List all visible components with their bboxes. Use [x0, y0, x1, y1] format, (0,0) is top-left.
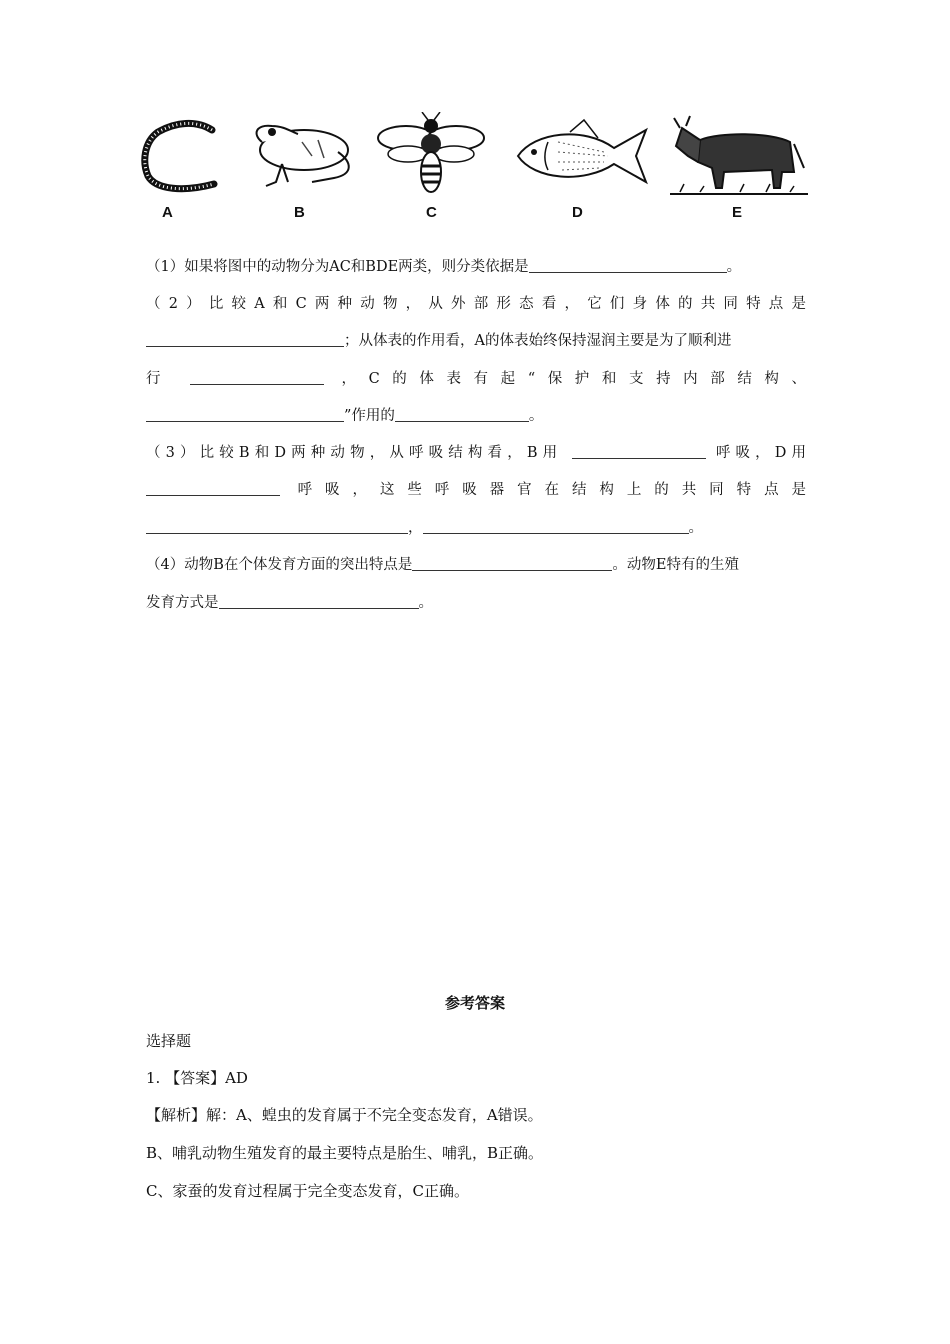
answers-title: 参考答案: [444, 994, 505, 1012]
animal-b: [242, 112, 362, 221]
question-4-text-2b: 。: [418, 595, 433, 611]
answer-item-1: 1. 【答案】AD: [146, 1069, 248, 1087]
animal-e: [670, 112, 808, 221]
animal-a: [136, 112, 226, 221]
animal-d: [514, 112, 650, 221]
question-3-text-1a: （3）比较B和D两种动物，从呼吸结构看，B用: [146, 445, 563, 461]
question-2-text-4a: ”作用的: [344, 408, 395, 424]
label-d: D: [572, 204, 583, 221]
label-b: B: [294, 204, 305, 221]
question-3-text-2b: 呼吸，这些呼吸器官在结构上的共同特点是: [297, 482, 807, 498]
question-4-line-2: [146, 584, 806, 622]
label-e: E: [732, 204, 743, 221]
answer-blank[interactable]: [146, 517, 408, 534]
answers-section-label: 选择题: [146, 1032, 192, 1050]
answer-line-c: C、家蚕的发育过程属于完全变态发育，C正确。: [146, 1182, 469, 1200]
question-2-line-3: [146, 360, 806, 398]
answer-blank[interactable]: [146, 405, 344, 422]
question-3-line-2: [146, 471, 806, 509]
question-3-line-1: [146, 434, 806, 472]
question-2-line-2: [146, 322, 806, 360]
answer-blank[interactable]: [529, 256, 727, 273]
question-4-text-1a: （4）动物B在个体发育方面的突出特点是: [146, 557, 413, 573]
question-1-end: 。: [726, 259, 742, 275]
question-1: [146, 248, 806, 286]
answer-blank[interactable]: [190, 368, 324, 385]
answer-blank[interactable]: [395, 405, 529, 422]
question-4-text-2a: 发育方式是: [146, 595, 219, 611]
label-a: A: [162, 204, 173, 221]
fish-icon: [514, 112, 650, 192]
question-3-line-3: [146, 509, 806, 547]
frog-icon: [242, 112, 362, 192]
question-4-text-1b: 。动物E特有的生殖: [612, 557, 739, 573]
label-c: C: [426, 204, 437, 221]
answer-blank[interactable]: [146, 479, 280, 496]
answer-blank[interactable]: [423, 517, 689, 534]
answer-blank[interactable]: [572, 442, 706, 459]
cow-icon: [670, 112, 808, 198]
earthworm-icon: [136, 112, 226, 202]
animal-c: [376, 112, 486, 221]
question-2-text-1: （2）比较A和C两种动物，从外部形态看，它们身体的共同特点是: [146, 296, 806, 312]
answer-blank[interactable]: [412, 554, 612, 571]
bee-icon: [376, 112, 486, 196]
question-2-text-3b: ，C的体表有起“保护和支持内部结构、: [341, 371, 807, 387]
question-3-text-1b: 呼吸，D用: [715, 445, 807, 461]
question-4-line-1: [146, 546, 806, 584]
question-3-text-3a: ，: [408, 520, 423, 536]
answer-line-b: B、哺乳动物生殖发育的最主要特点是胎生、哺乳，B正确。: [146, 1144, 544, 1162]
question-2-line-4: [146, 397, 806, 435]
answer-analysis: 【解析】解：A、蝗虫的发育属于不完全变态发育，A错误。: [146, 1106, 543, 1124]
answer-blank[interactable]: [146, 330, 344, 347]
question-2-line-1: [146, 285, 806, 323]
question-2-text-2: ；从体表的作用看，A的体表始终保持湿润主要是为了顺利进: [344, 333, 732, 349]
answer-blank[interactable]: [219, 592, 419, 609]
question-2-text-3a: 行: [146, 371, 174, 387]
question-2-text-4b: 。: [528, 408, 544, 424]
question-1-text: （1）如果将图中的动物分为AC和BDE两类，则分类依据是: [146, 259, 529, 275]
question-3-text-3b: 。: [688, 520, 703, 536]
animal-figure: [136, 112, 808, 232]
